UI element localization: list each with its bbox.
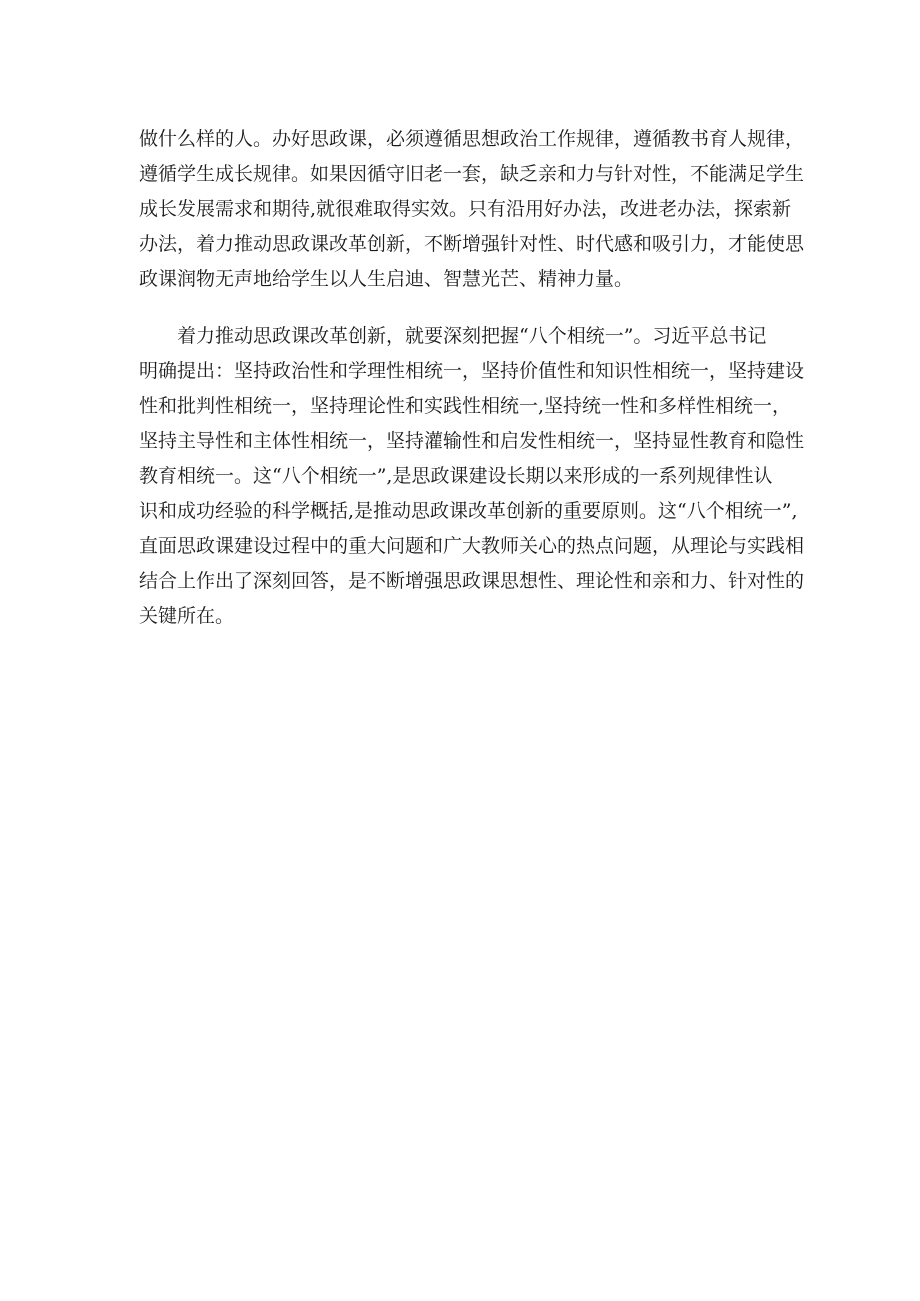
paragraph-1	[139, 122, 805, 297]
text-line: 政课润物无声地给学生以人生启迪、智慧光芒、精神力量。	[139, 268, 634, 290]
paragraph-2	[139, 319, 805, 634]
text-line: 教育相统一。这“八个相统一”,是思政课建设长期以来形成的一系列规律性认	[139, 465, 773, 487]
text-line: 结合上作出了深刻回答，是不断增强思政课思想性、理论性和亲和力、针对性的	[139, 570, 805, 592]
text-line: 直面思政课建设过程中的重大问题和广大教师关心的热点问题，从理论与实践相	[139, 535, 805, 557]
text-line: 成长发展需求和期待,就很难取得实效。只有沿用好办法，改进老办法，探索新	[139, 198, 792, 220]
document-body	[139, 122, 805, 634]
paragraph-spacer	[139, 297, 794, 319]
text-line: 识和成功经验的科学概括,是推动思政课改革创新的重要原则。这“八个相统一”,	[139, 500, 798, 522]
text-line: 着力推动思政课改革创新，就要深刻把握“八个相统一”。习近平总书记	[177, 325, 767, 347]
text-line: 性和批判性相统一，坚持理论性和实践性相统一,坚持统一性和多样性相统一，	[139, 395, 792, 417]
text-line: 做什么样的人。办好思政课，必须遵循思想政治工作规律，遵循教书育人规律，	[139, 128, 805, 150]
text-line: 办法，着力推动思政课改革创新，不断增强针对性、时代感和吸引力，才能使思	[139, 233, 805, 255]
text-line: 关键所在。	[139, 605, 235, 627]
text-line: 遵循学生成长规律。如果因循守旧老一套，缺乏亲和力与针对性，不能满足学生	[139, 163, 805, 185]
text-line: 明确提出：坚持政治性和学理性相统一，坚持价值性和知识性相统一，坚持建设	[139, 360, 805, 382]
text-line: 坚持主导性和主体性相统一，坚持灌输性和启发性相统一，坚持显性教育和隐性	[139, 430, 805, 452]
